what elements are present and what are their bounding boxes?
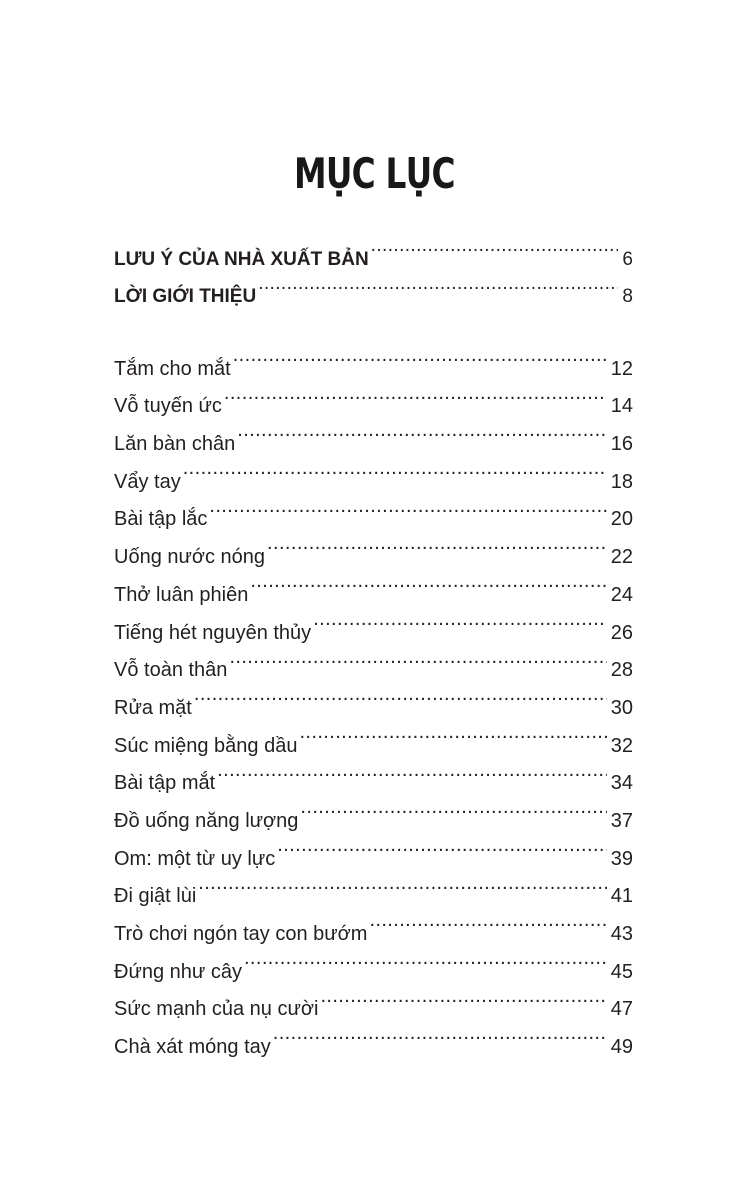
dot-leader: [217, 752, 607, 790]
dot-leader: [267, 525, 607, 563]
toc-entry-page: 6: [622, 248, 633, 270]
toc-entry-page: 37: [610, 809, 633, 832]
front-matter-list: [114, 227, 633, 308]
toc-entry-page: 16: [610, 433, 633, 456]
dot-leader: [258, 265, 618, 303]
toc-entry-label: Tắm cho mắt: [114, 357, 231, 380]
toc-entry: [114, 488, 633, 531]
chapter-list: [114, 337, 633, 1059]
toc-entry-page: 8: [622, 286, 633, 308]
toc-entry-page: 49: [610, 1036, 633, 1059]
dot-leader: [320, 978, 606, 1016]
toc-entry-page: 43: [610, 923, 633, 945]
toc-entry-page: 14: [610, 395, 633, 418]
toc-entry-label: Chà xát móng tay: [114, 1036, 271, 1059]
toc-entry-page: 45: [610, 960, 633, 983]
dot-leader: [194, 676, 607, 714]
dot-leader: [229, 639, 606, 677]
dot-leader: [250, 563, 606, 601]
dot-leader: [244, 940, 607, 978]
toc-entry-label: Lăn bàn chân: [114, 433, 236, 456]
toc-entry-page: 12: [610, 357, 633, 380]
toc-entry-label: Trò chơi ngón tay con bướm: [114, 923, 368, 945]
toc-entry-label: Bài tập mắt: [114, 772, 216, 795]
page-title: MỤC LỤC: [294, 149, 455, 199]
toc-entry-label: Vỗ tuyến ức: [114, 395, 222, 418]
toc-entry: [114, 337, 633, 380]
dot-leader: [277, 827, 607, 865]
toc-entry-label: Rửa mặt: [114, 696, 192, 719]
toc-entry-label: Súc miệng bằng dầu: [114, 734, 298, 757]
toc-entry-label: Sức mạnh của nụ cười: [114, 998, 319, 1021]
toc-entry-label: LỜI GIỚI THIỆU: [114, 286, 257, 308]
toc-entry-page: 34: [610, 772, 633, 795]
dot-leader: [209, 488, 606, 526]
dot-leader: [183, 450, 607, 488]
toc-entry-label: LƯU Ý CỦA NHÀ XUẤT BẢN: [114, 248, 369, 270]
dot-leader: [369, 902, 606, 940]
dot-leader: [233, 337, 607, 375]
toc-entry-label: Bài tập lắc: [114, 508, 208, 531]
toc-entry-page: 41: [610, 885, 633, 908]
toc-entry-page: 28: [610, 659, 633, 682]
dot-leader: [300, 789, 606, 827]
toc-entry-page: 20: [610, 508, 633, 531]
toc-entry-publisher-note: [114, 227, 633, 270]
toc-entry-page: 24: [610, 583, 633, 606]
dot-leader: [273, 1015, 607, 1053]
dot-leader: [237, 412, 607, 450]
dot-leader: [371, 227, 619, 265]
dot-leader: [224, 375, 607, 413]
toc-entry-label: Thở luân phiên: [114, 583, 249, 606]
toc-entry-label: Đồ uống năng lượng: [114, 809, 299, 832]
toc-entry-page: 39: [610, 847, 633, 870]
toc-entry-label: Đi giật lùi: [114, 885, 197, 908]
toc-entry-label: Đứng như cây: [114, 960, 242, 983]
toc-entry-label: Vỗ toàn thân: [114, 659, 228, 682]
toc-entry-label: Om: một từ uy lực: [114, 847, 276, 870]
toc-entry-label: Tiếng hét nguyên thủy: [114, 621, 312, 644]
toc-entry-page: 47: [610, 998, 633, 1021]
toc-entry-label: Vẩy tay: [114, 470, 181, 493]
toc-entry-page: 22: [610, 546, 633, 569]
dot-leader: [198, 865, 606, 903]
dot-leader: [313, 601, 607, 639]
dot-leader: [299, 714, 606, 752]
toc-entry-page: 26: [610, 621, 633, 644]
toc-entry-label: Uống nước nóng: [114, 546, 266, 569]
toc-entry-page: 32: [610, 734, 633, 757]
toc-entry-page: 30: [610, 696, 633, 719]
toc-entry: [114, 450, 633, 493]
toc-entry-page: 18: [610, 470, 633, 493]
